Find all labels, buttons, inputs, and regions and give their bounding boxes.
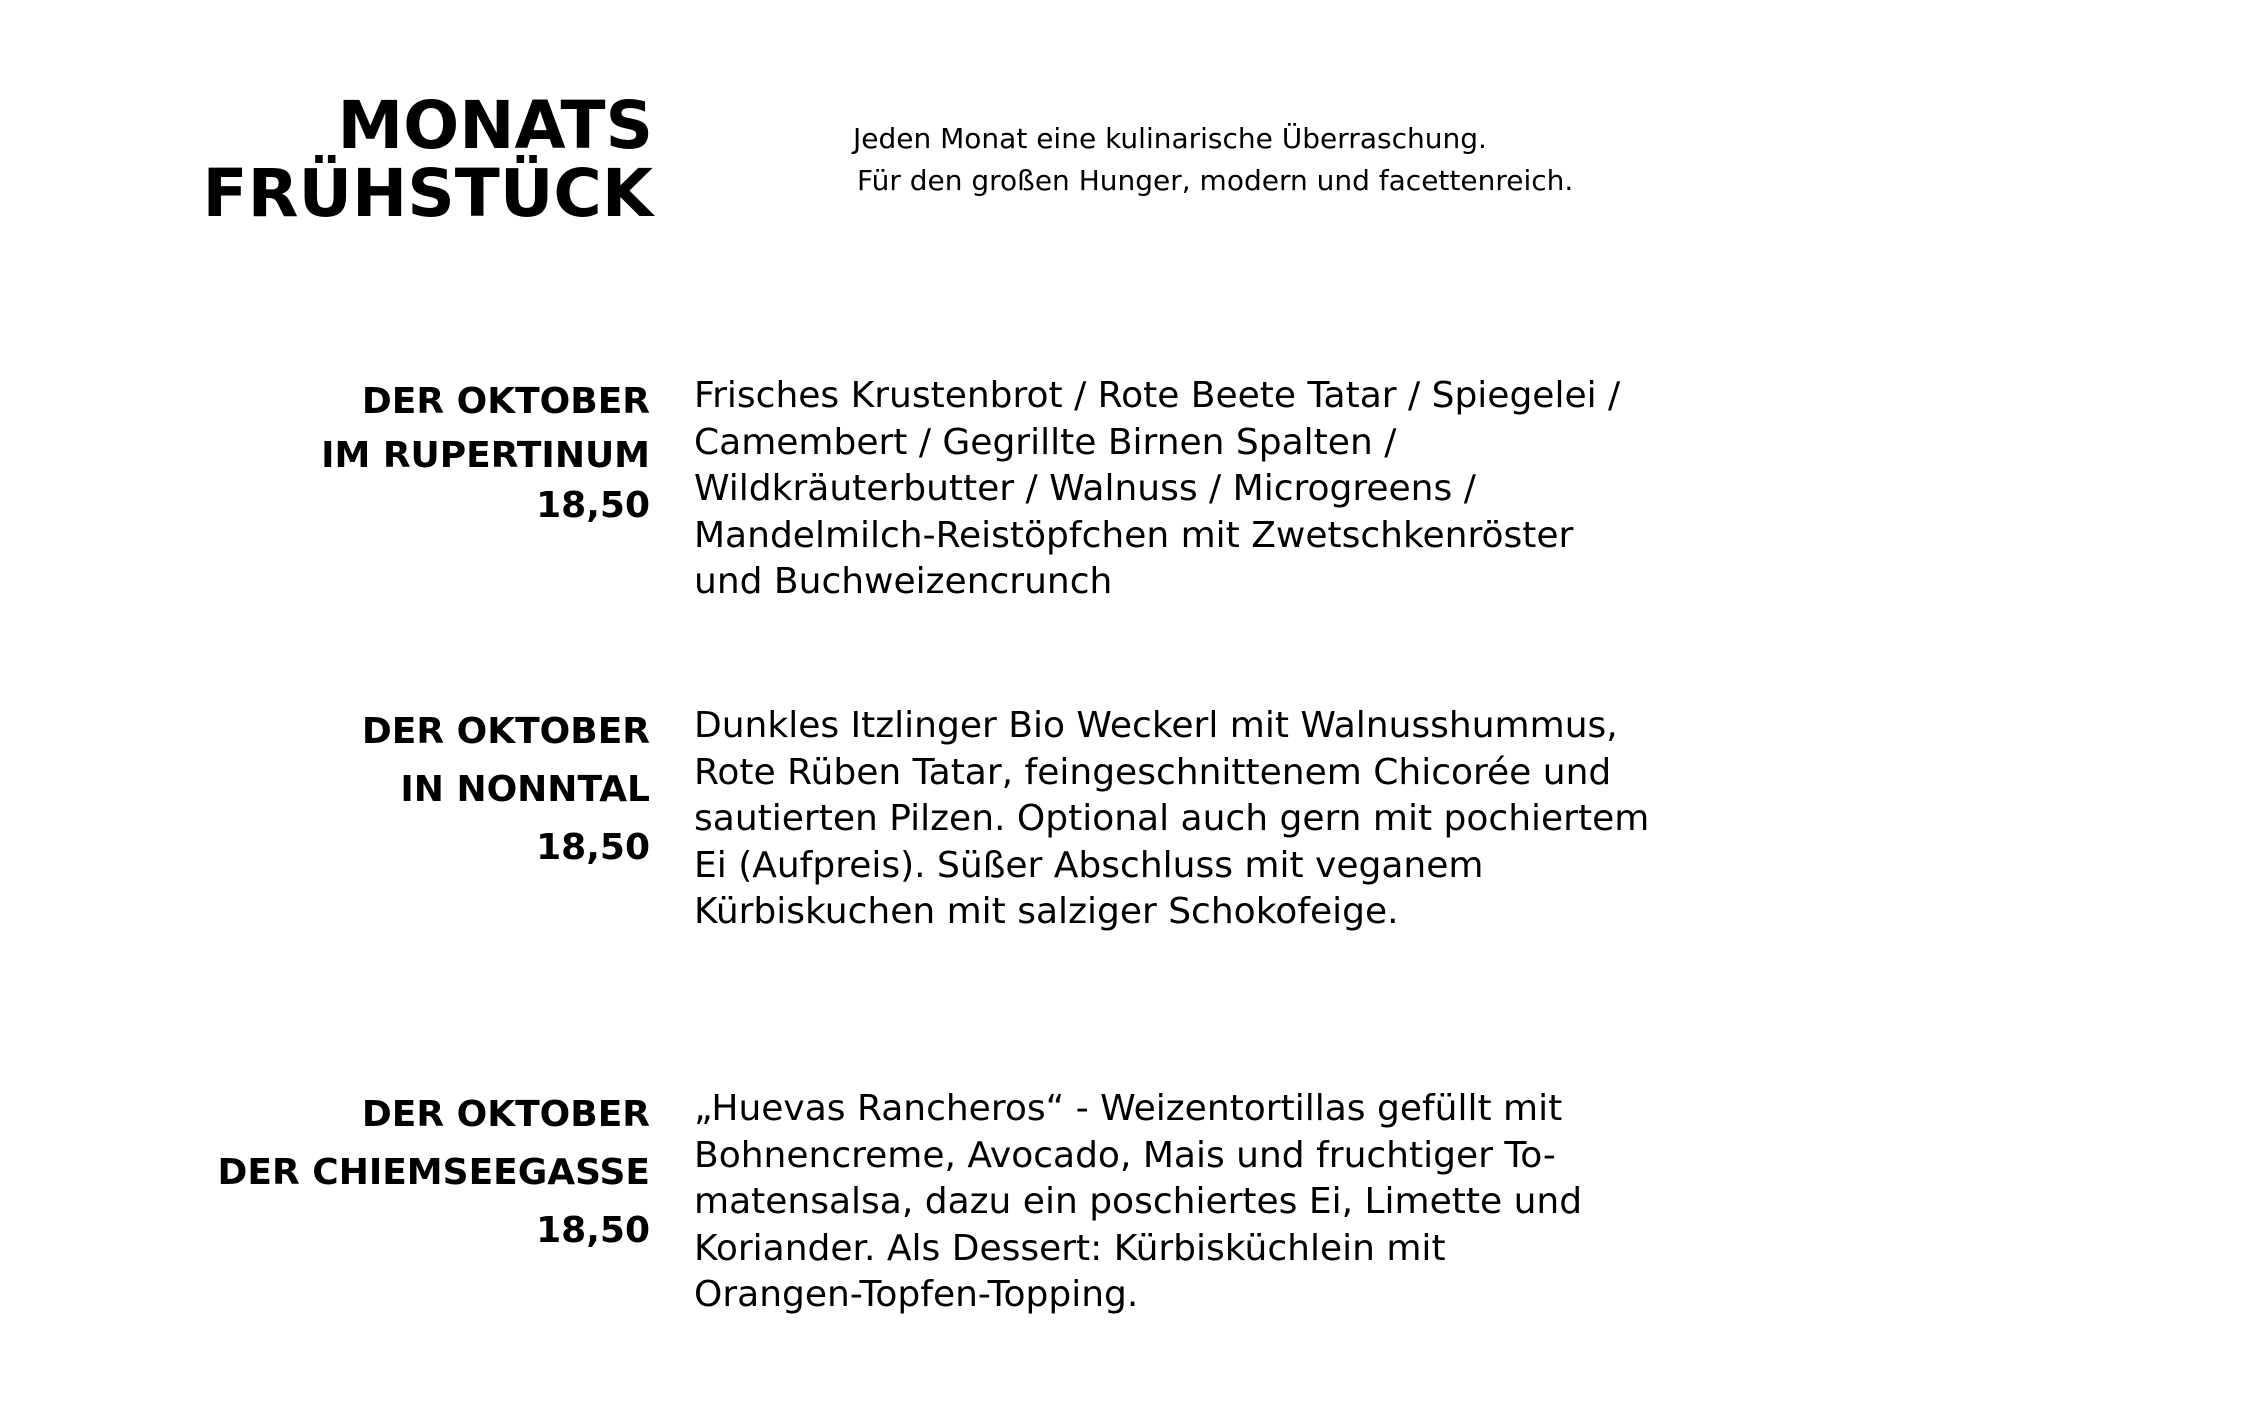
intro-line-1: Jeden Monat eine kulinarische Überraschung.	[853, 122, 1487, 155]
offer-location: IN NONNTAL	[400, 769, 650, 810]
offer-price: 18,50	[536, 485, 650, 526]
desc-line: matensalsa, dazu ein poschiertes Ei, Limette und	[694, 1181, 1583, 1222]
desc-line: Kürbiskuchen mit salziger Schokofeige.	[694, 891, 1399, 932]
offer-label-nonntal	[362, 703, 650, 877]
title-line-2: FRÜHSTÜCK	[202, 155, 653, 232]
desc-line: Orangen-Topfen-Topping.	[694, 1274, 1139, 1315]
desc-line: Wildkräuterbutter / Walnuss / Microgreens /	[694, 468, 1476, 509]
offer-month: DER OKTOBER	[361, 711, 650, 752]
desc-line: Frisches Krustenbrot / Rote Beete Tatar / Spiegelei /	[694, 375, 1621, 416]
desc-line: Koriander. Als Dessert: Kürbisküchlein mit	[694, 1227, 1446, 1269]
offer-description-rupertinum	[694, 373, 1644, 606]
offer-description-chiemseegasse	[694, 1086, 1644, 1319]
offer-price: 18,50	[536, 1210, 650, 1251]
offer-label-rupertinum	[321, 373, 650, 531]
intro-text	[853, 118, 1573, 202]
offer-location: DER CHIEMSEEGASSE	[217, 1152, 650, 1193]
offer-month: DER OKTOBER	[361, 381, 650, 422]
page-title	[202, 87, 653, 232]
intro-line-2: Für den großen Hunger, modern und facettenreich.	[857, 164, 1574, 197]
desc-line: Rote Rüben Tatar, feingeschnittenem Chicorée und	[694, 751, 1612, 793]
offer-price: 18,50	[536, 827, 650, 868]
desc-line: Ei (Aufpreis). Süßer Abschluss mit veganem	[694, 844, 1484, 886]
offer-label-chiemseegasse	[218, 1086, 650, 1260]
title-line-1: MONATS	[337, 87, 653, 164]
desc-line: Mandelmilch-Reistöpfchen mit Zwetschkenröster	[694, 514, 1574, 556]
desc-line: Bohnencreme, Avocado, Mais und fruchtiger To-	[694, 1134, 1556, 1176]
desc-line: sautierten Pilzen. Optional auch gern mit pochiertem	[694, 798, 1650, 839]
offer-description-nonntal	[694, 703, 1650, 936]
offer-location: IM RUPERTINUM	[321, 435, 650, 476]
offer-month: DER OKTOBER	[361, 1094, 650, 1135]
desc-line: und Buchweizencrunch	[694, 561, 1113, 602]
desc-line: Dunkles Itzlinger Bio Weckerl mit Walnusshummus,	[694, 705, 1618, 746]
desc-line: „Huevas Rancheros“ - Weizentortillas gefüllt mit	[694, 1088, 1563, 1129]
desc-line: Camembert / Gegrillte Birnen Spalten /	[694, 421, 1397, 463]
